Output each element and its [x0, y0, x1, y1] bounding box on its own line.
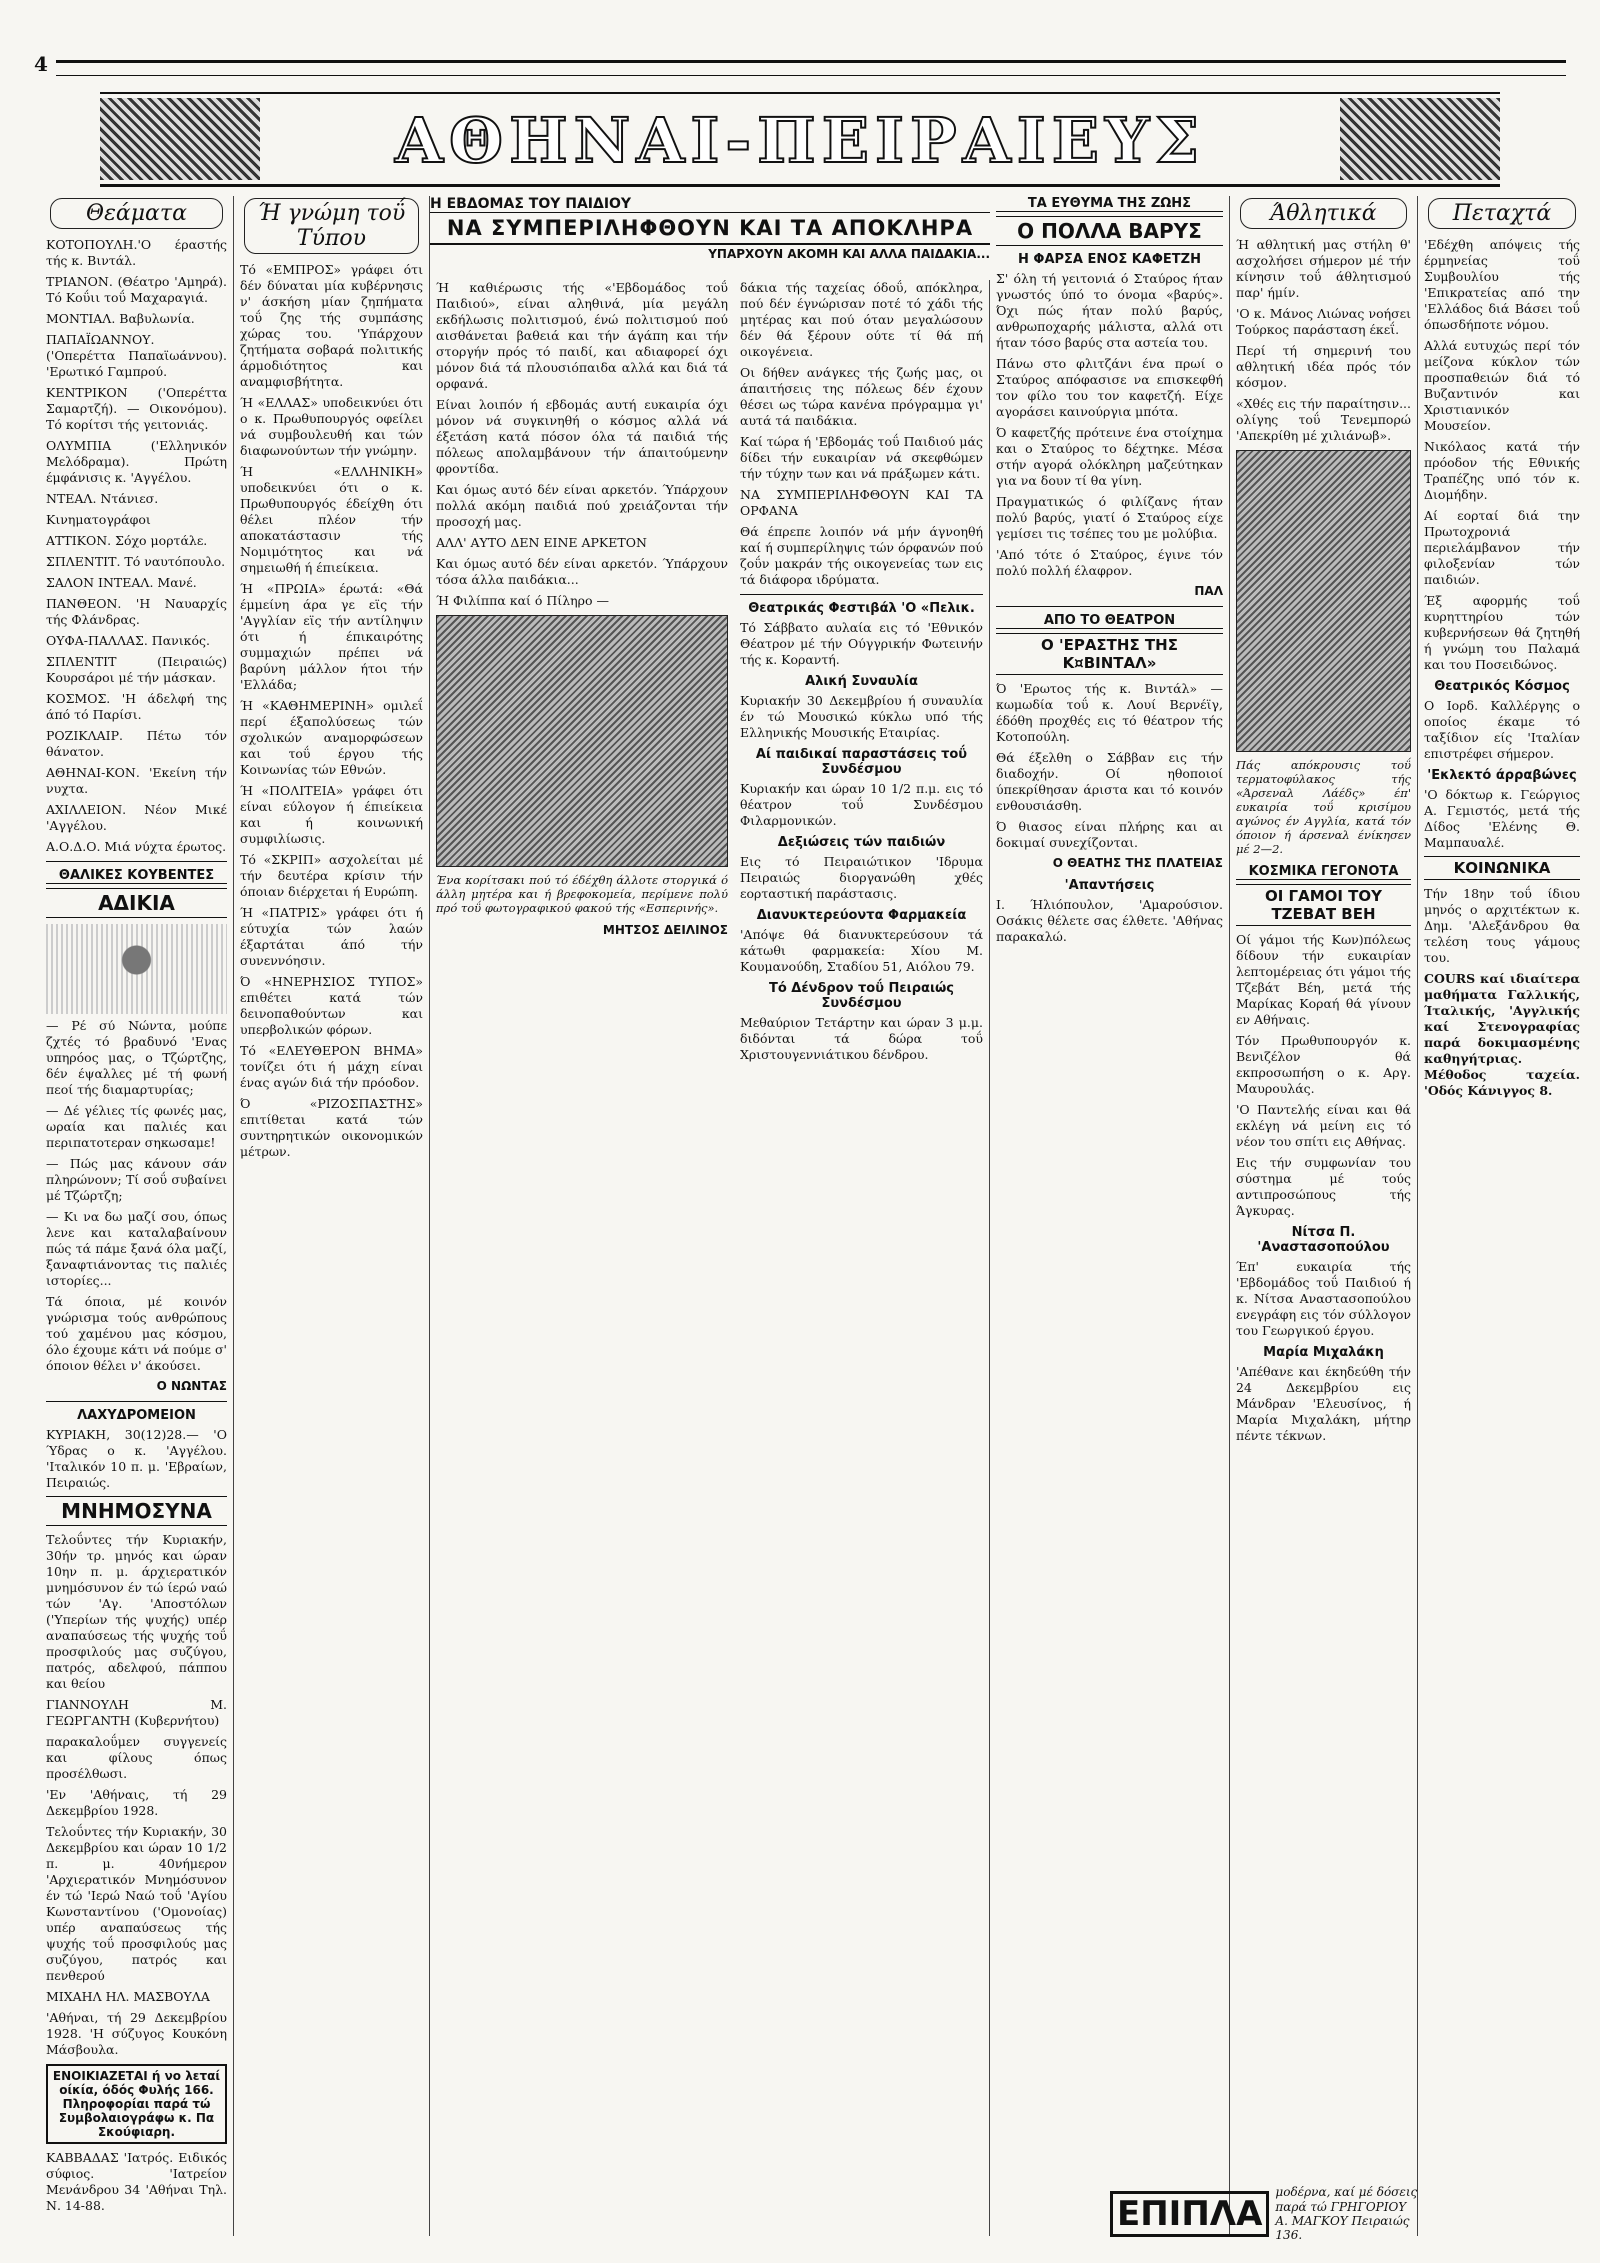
paragraph: δάκια τής ταχείας όδοΰ, απόκληρα, πού δέν έγνώρισαν ποτέ τό χάδι τής μητέρας και πού όταν μεγαλώσουν δέν θά ξέρουν ούτε τί θά πή οικογένεια. [740, 280, 983, 359]
news-brief-text: Κυριακήν 30 Δεκεμβρίου ή συναυλία έν τώ Μουσικώ κύκλω υπό τής Ελληνικής Μουσικής Εταιρίας. [740, 693, 983, 740]
news-brief-text: Τό Σάββατο αυλαία εις τό 'Εθνικόν Θέατρον μέ τήν Ούγγρικήν Φωτεινήν τής κ. Κοραντή. [740, 620, 983, 667]
paragraph: «Χθές εις τήν παραίτησιν... ολίγης τοΰ Τενεμπορώ 'Απεκρίθη μέ χιλιάνωβ». [1236, 396, 1411, 443]
paragraph: Ή «ΠΡΩΙΑ» έρωτά: «Θά έμμείνη άρα γε εϊς τήν 'Αγγλίαν εϊς τήν αντίληψιν ότι ή έπικαιρότης συμμαχιών πρέπει νά βαρύνη μάλλον ήτοι τήν 'Ελλάδα; [240, 581, 423, 692]
column-life [990, 196, 1230, 2236]
rubric-sports: Άθλητικά [1240, 198, 1407, 229]
rubric-short-notes: Πεταχτά [1428, 198, 1576, 229]
paragraph: ΓΙΑΝΝΟΥΛΗ Μ. ΓΕΩΡΓΑΝΤΗ (Κυβερνήτου) [46, 1697, 227, 1728]
furniture-ad [1110, 2185, 1418, 2243]
rubric-theamata: Θεάματα [50, 198, 223, 229]
listing-item: ΠΑΠΑΪΩΑΝΝΟΥ. ('Οπερέττα Παπαϊωάννου). 'Ερωτικό Γαμπρού. [46, 332, 227, 379]
paragraph: Είναι λοιπόν ή εβδομάς αυτή ευκαιρία όχι μόνον νά συγκινηθή ο κόσμος αλλά νά έξετάση κατά πόσον όλα τά παιδιά τής πόλεως απολαμβάνουν τήν άπαιτούμενην φροντίδα. [436, 397, 728, 476]
paragraph: Τά όποια, μέ κοινόν γνώρισμα τούς ανθρώπους τού χαμένου μας κόσμου, όλο έχουμε κάτι νά πούμε σ' όποιον θέλει ν' άκούσει. [46, 1294, 227, 1373]
cartoon-illustration [46, 924, 227, 1014]
main-kicker: Η ΕΒΔΟΜΑΣ ΤΟΥ ΠΑΙΔΙΟΥ [430, 196, 990, 213]
section-headline: ΑΔΙΚΙΑ [46, 888, 227, 918]
main-photo-caption: Ένα κορίτσακι πού τό έδέχθη άλλοτε στοργικά ό άλλη μητέρα και ή βρεφοκομεία, περίμενε πολύ πρό τοΰ φωτογραφικού φακού τής «Εσπερινής». [436, 873, 728, 915]
listing-item: ΚΕΝΤΡΙΚΟΝ ('Οπερέττα Σαμαρτζή). — Οικονόμου). Τό κορίτσι τής γειτονιάς. [46, 385, 227, 432]
paragraph: Και όμως αυτό δέν είναι αρκετόν. Ύπάρχουν τόσα άλλα παιδάκια... [436, 556, 728, 587]
news-brief-head: Δεξιώσεις τών παιδιών [777, 835, 946, 850]
paragraph: Νικόλαος κατά τήν πρόοδον τής Εθνικής Τραπέζης υπό τόν κ. Διομήδην. [1424, 439, 1580, 502]
listing-item: ΚΟΣΜΟΣ. 'Η άδελφή της άπό τό Παρίσι. [46, 691, 227, 722]
paragraph: Ό 'Ερωτος τής κ. Βιντάλ» — κωμωδία τοΰ κ. Λουί Βερνέϊγ, έδόθη προχθές εις τό θέατρον τής Κοτοπούλη. [996, 681, 1223, 744]
listing-item: ΠΑΝΘΕΟΝ. 'Η Ναυαρχίς τής Φλάνδρας. [46, 596, 227, 627]
news-brief-head: Διανυκτερεύοντα Φαρμακεία [756, 908, 967, 923]
news-brief-head: Αλική Συναυλία [805, 674, 918, 689]
paragraph: Τόν Πρωθυπουργόν κ. Βενιζέλον θά εκπροσωπήση ο κ. Αργ. Μαυρουλάς. [1236, 1033, 1411, 1096]
paragraph: Ή «ΚΑΘΗΜΕΡΙΝΗ» ομιλεΐ περί έξαπολύσεως τών σχολικών αναμορφώσεων και τοΰ έργου τής Κοινωνίας τών Εθνών. [240, 698, 423, 777]
paragraph: 'Εν 'Αθήναις, τή 29 Δεκεμβρίου 1928. [46, 1787, 227, 1818]
theatre-world-head: Θεατρικός Κόσμος [1434, 679, 1570, 694]
main-story-side [740, 280, 983, 588]
sports-body [1236, 306, 1411, 444]
life-signature: ΠΑΛ [1194, 584, 1223, 598]
courses-ad: COURS καί ιδιαίτερα μαθήματα Γαλλικής, Ίταλικής, 'Αγγλικής καί Στενογραφίας παρά δοκιμασμένης καθηγήτριας. Μέθοδος ταχεία. 'Οδός Κάνιγγος 8. [1424, 971, 1580, 1098]
notice2-head: Μαρία Μιχαλάκη [1263, 1345, 1384, 1360]
paragraph: Θά έξελθη ο Σάββαν εις τήν διαδοχήν. Οί ηθοποιοί ύπεκρίθησαν άριστα και τό κοινόν ενθουσιάσθη. [996, 750, 1223, 813]
main-headline: ΝΑ ΣΥΜΠΕΡΙΛΗΦΘΟΥΝ ΚΑΙ ΤΑ ΑΠΟΚΛΗΡΑ [430, 213, 990, 245]
theatre-kicker: ΑΠΟ ΤΟ ΘΕΑΤΡΟΝ [996, 613, 1223, 629]
paragraph: Οί γάμοι τής Κων)πόλεως δίδουν τήν ευκαιρίαν λεπτομέρειας ότι γάμοι τής Τζεβάτ Βέη, μετά τής Μαρίκας Κοραή θά γίνουν εν Αθήναις. [1236, 932, 1411, 1027]
signature: Ο ΝΩΝΤΑΣ [156, 1379, 227, 1393]
sports-photo-caption: Πάς απόκρουσις τοΰ τερματοφύλακος τής «Άρσεναλ Λάέδς» έπ' ευκαιρία τοΰ κρισίμου αγώνος έν Αγγλία, κατά τόν όποιον ή άρσεναλ ένίκησεν μέ 2—2. [1236, 758, 1411, 856]
paragraph: Περί τή σημερινή του αθλητική ιδέα πρός τόν κόσμον. [1236, 343, 1411, 390]
paragraph: Ή «ΕΛΛΗΝΙΚΗ» υποδεικνύει ότι ο κ. Πρωθυπουργός έδείχθη ότι θέλει πλέον τήν αποκατάστασιν τής Νομιμότητος και νά σημειωθή ή έπιείκεια. [240, 464, 423, 575]
paragraph: Τό «ΕΜΠΡΟΣ» γράφει ότι δέν δύναται μία κυβέρνησις ν' άσκήση μίαν ζηπήματα τοΰ ζης τής συμπάσης χώρας του. 'Υπάρχουν ζητήματα σοβαρά πολιτικής άρμοδιότητος και αναμφισβήτητα. [240, 262, 423, 389]
replies-head: 'Απαντήσεις [1064, 878, 1155, 893]
news-brief-text: 'Απόψε θά διανυκτερεύσουν τά κάτωθι φαρμακεία: Χίου Μ. Κουμανούδη, Σταδίου 51, Αιόλου 79. [740, 927, 983, 974]
paragraph: Ή καθιέρωσις τής «'Εβδομάδος τοΰ Παιδιού», είναι αληθινά, μία μεγάλη εκδήλωσις πολιτισμού, ένώ πολιτισμού πού αισθάνεται βαθειά και τήν άγάπη και τήν στοργήν πρός τό παιδί, και αδιαφορεί όχι μόνον διά τά πλουσιόπαιδα αλλά και διά τά ορφανά. [436, 280, 728, 391]
main-subhead: ΥΠΑΡΧΟΥΝ ΑΚΟΜΗ ΚΑΙ ΑΛΛΑ ΠΑΙΔΑΚΙΑ... [708, 247, 990, 261]
listing-item: ΚΟΤΟΠΟΥΛΗ.'Ο έραστής τής κ. Βιντάλ. [46, 237, 227, 268]
paragraph: Σ' όλη τή γειτονιά ό Σταύρος ήταν γνωστός ύπό το όνομα «βαρύς». Όχι πώς ήταν πολύ βαρύς, ανθρωποχαρής μάλιστα, αλλά οτι ήταν τόσο βαρύς στα αστεία του. [996, 271, 1223, 350]
news-brief-text: Εις τό Πειραιώτικον 'Ιδρυμα Πειραιώς διοργανώθη χθές εορταστική παράστασις. [740, 854, 983, 901]
listing-item: Α.Ο.Δ.Ο. Μιά νύχτα έρωτος. [46, 839, 227, 854]
paragraph: 'Εδέχθη απόψεις τής έρμηνείας τοΰ Συμβουλίου τής 'Επικρατείας από την 'Ελλάδος διά Βάσει τοΰ όπωσδήποτε νόμου. [1424, 237, 1580, 332]
paragraph: Ό καφετζής πρότεινε ένα στοίχημα και ο Σταύρος το δέχτηκε. Μέσα στήν αγορά ολόκληρη μαζεύτηκαν για να δουν τί θα γίνη. [996, 425, 1223, 488]
divider [46, 861, 227, 862]
life-body [996, 271, 1223, 579]
column-main-story [430, 280, 734, 2236]
listing-item: ΑΤΤΙΚΟΝ. Σόχο μορτάλε. [46, 533, 208, 548]
paragraph: Έξ αφορμής τοΰ κυρηττηρίου τών κυβερνήσεων θά ζητηθή ή γνώμη του Παλαμά και του Ποσειδώνος. [1424, 593, 1580, 672]
top-rule [56, 60, 1566, 76]
paragraph: 'Ο Παντελής είναι και θά εκλέγη νά μείνη εις τό νέον του σπίτι εις Αθήνας. [1236, 1102, 1411, 1149]
mnemosyna-head: ΜΝΗΜΟΣΥΝΑ [46, 1496, 227, 1526]
paragraph: — Δέ γέλιες τίς φωνές μας, ωραία και παλιές και περιπατοτεραν σηκωσαμε! [46, 1103, 227, 1150]
paragraph: Ό «ΗΝΕΡΗΣΙΟΣ ΤΥΠΟΣ» επιθέτει κατά τών δεινοπαθούντων και υπερβολικών φόρων. [240, 974, 423, 1037]
replies-text: Ι. Ήλιόπουλον, 'Αμαρούσιον. Οσάκις θέλετε σας έλθετε. 'Αθήνας παρακαλώ. [996, 897, 1223, 944]
furniture-ad-word: ΕΠΙΠΛΑ [1110, 2191, 1269, 2237]
paragraph: 'Ο κ. Μάνος Λιώνας νοήσει Τούρκος παράσταση έκεΐ. [1236, 306, 1411, 337]
masthead-title: ΑΘΗΝΑΙ-ΠΕΙΡΑΙΕΥΣ [394, 104, 1206, 177]
paragraph: Τελοΰντες τήν Κυριακήν, 30 Δεκεμβρίου και ώραν 10 1/2 π. μ. 40νήμερον 'Αρχιερατικόν Μνημόσυνον έν τώ 'Ιερώ Ναώ τοΰ 'Αγίου Κωνσταντίνου ('Ομονοίας) υπέρ αναπαύσεως τής ψυχής τοΰ προσφιλούς μας συζύγου, πατρός και πενθερού [46, 1824, 227, 1983]
listing-item: ΣΠΛΕΝΤΙΤ (Πειραιώς) Κουρσάροι μέ τήν μάσκαν. [46, 654, 227, 685]
column-sports [1230, 196, 1418, 2236]
listing-item: ΣΑΛΟΝ ΙΝΤΕΑΛ. Μανέ. [46, 575, 197, 590]
divider [740, 594, 983, 595]
paragraph: Πραγματικώς ό φιλίζανς ήταν πολύ βαρύς, γιατί ό Σταύρος είχε γεμίσει τις τσέπες του με μολύβια. [996, 494, 1223, 541]
paragraph: Τό «ΕΛΕΥΘΕΡΟΝ ΒΗΜΑ» τονίζει ότι ή μάχη είναι ένας αγών διά τήν πρόοδον. [240, 1043, 423, 1090]
mnemosyna-body [46, 1532, 227, 2058]
column-short-notes [1418, 196, 1586, 2236]
listing-item: ΡΟΖΙΚΛΑΙΡ. Πέτω τόν θάνατον. [46, 728, 227, 759]
news-brief-text: Κυριακήν και ώραν 10 1/2 π.μ. εις τό θέατρον τοΰ Συνδέσμου Φιλαρμονικών. [740, 781, 983, 828]
life-headline: Ο ΠΟΛΛΑ ΒΑΡΥΣ [996, 216, 1223, 246]
sports-intro: Ή αθλητική μας στήλη θ' ασχολήσει σήμερον μέ τήν κίνησιν τοΰ άθλητισμού παρ' ήμίν. [1236, 237, 1411, 300]
theatre-body [996, 681, 1223, 851]
listing-item: ΑΘΗΝΑΙ-ΚΟΝ. 'Εκείνη τήν νυχτα. [46, 765, 227, 796]
paragraph: — Κι να δω μαζί σου, όπως λενε και καταλαβαίνουν πώς τά πάμε ξανά όλα μαζί, ξαναφτιάνοντας τις παλιές ιστορίες... [46, 1209, 227, 1288]
paragraph: Θά έπρεπε λοιπόν νά μήν άγνοηθή καί ή συμπερίληψις τών όρφανών πού ζοΰν μακράν τής οικογενείας των εις τά διάφορα ιδρύματα. [740, 524, 983, 587]
main-story-photo [436, 615, 728, 867]
paragraph: Εις τήν συμφωνίαν του σύστημα μέ τούς αντιπροσώπους τής Άγκυρας. [1236, 1155, 1411, 1218]
paragraph: Ή «ΕΛΛΑΣ» υποδεικνύει ότι ο κ. Πρωθυπουργός οφείλει νά συμβουλευθή και τών διαφωνούντων τήν γνώμην. [240, 395, 423, 458]
paragraph: Τελοΰντες τήν Κυριακήν, 30ήν τρ. μηνός και ώραν 10ην π. μ. άρχιερατικόν μνημόσυνον έν τώ ίερώ ναώ τών 'Αγ. 'Αποστόλων ('Υπερίων τής ψυχής) υπέρ αναπαύσεως τής ψυχής τοΰ προσφιλούς μας συζύγου, πατρός, αδελφού, πάππου και θείου [46, 1532, 227, 1691]
rental-ad: ΕΝΟΙΚΙΑΖΕΤΑΙ ή νο λεταί οίκία, όδός Φυλής 166. Πληροφορίαι παρά τώ Συμβολαιογράφω κ. Πα Σκούφιαρη. [46, 2064, 227, 2144]
notice-head: Νίτσα Π. 'Αναστασοπούλου [1257, 1225, 1390, 1255]
social-text: Τήν 18ην τοΰ ίδιου μηνός ο αρχιτέκτων κ. Δημ. 'Αλεξάνδρου θα τελέση τους γάμους του. [1424, 886, 1580, 965]
sports-photo [1236, 450, 1411, 752]
engagement-text: 'Ο δόκτωρ κ. Γεώργιος Α. Γεμιστός, μετά τής Δίδος 'Ελένης Θ. Μαμπαυαλέ. [1424, 787, 1580, 850]
notice-text: Έπ' ευκαιρία τής 'Εβδομάδος τοΰ Παιδιού ή κ. Νίτσα Αναστασοπούλου ενεγράφη εις τόν σύλλογον του Γεωργικού έργου. [1236, 1259, 1411, 1338]
paragraph: Πάνω στο φλιτζάνι ένα πρωί ο Σταύρος απόφασισε να επισκεφθή τον φίλο του τον καφετζή. Είχε αγοράσει καινούργια μπότα. [996, 356, 1223, 419]
society-body [1236, 932, 1411, 1219]
news-brief-head: Θεατρικάς Φεστιβάλ 'Ο «Πελικ. [748, 601, 975, 616]
paragraph: ΑΛΛ' ΑΥΤΟ ΔΕΝ ΕΙΝΕ ΑΡΚΕΤΟΝ [436, 535, 647, 550]
notice2-text: 'Απέθανε και έκηδεύθη τήν 24 Δεκεμβρίου εις Μάνδραν 'Ελευσίνος, ή Μαρία Μιχαλάκη, μήτηρ πέντε τέκνων. [1236, 1364, 1411, 1443]
city-news [740, 601, 983, 1063]
news-brief-head: Αί παιδικαί παραστάσεις τοΰ Συνδέσμου [755, 747, 968, 777]
paragraph: Ό θιασος είναι πλήρης και αι δοκιμαί συνεχίζονται. [996, 819, 1223, 850]
paragraph: Ή «ΠΟΛΙΤΕΙΑ» γράφει ότι είναι εύλογον ή έπιείκεια και ή κοινωνική συμφιλίωσις. [240, 783, 423, 846]
masthead-left-illustration [100, 98, 260, 180]
listing-item: ΝΤΕΑΛ. Ντάνιεσ. [46, 491, 159, 506]
engagement-head: 'Εκλεκτό άρραβώνες [1427, 768, 1577, 783]
paragraph: Οι δήθεν ανάγκες τής ζωής μας, οι άπαιτήσεις της πόλεως δέν έχουν θέσει ως τώρα κανένα πρόγραμμα γι' αυτά τά παιδάκια. [740, 365, 983, 428]
main-story-header [430, 196, 990, 263]
page-number: 4 [34, 52, 48, 76]
life-subhead: Η ΦΑΡΣΑ ΕΝΟΣ ΚΑΦΕΤΖΗ [1018, 252, 1201, 267]
paragraph: — Πώς μας κάνουν σάν πληρώνονν; Τί σοΰ συβαίνει μέ Τζώρτζη; [46, 1156, 227, 1203]
paragraph: 'Αθήναι, τή 29 Δεκεμβρίου 1928. 'Η σύζυγος Κουκόνη Μάσβουλα. [46, 2010, 227, 2057]
masthead-right-illustration [1340, 98, 1500, 180]
section-kicker: ΘΑΛΙΚΕΣ ΚΟΥΒΕΝΤΕΣ [46, 868, 227, 884]
section-body [46, 1018, 227, 1374]
column-press-opinion [234, 196, 430, 2236]
listing-item: ΟΥΦΑ-ΠΑΛΛΑΣ. Πανικός. [46, 633, 210, 648]
listing-item: Κινηματογράφοι [46, 512, 151, 527]
main-signature: ΜΗΤΣΟΣ ΔΕΙΛΙΝΟΣ [602, 923, 728, 937]
listing-item: ΜΟΝΤΙΑΛ. Βαβυλωνία. [46, 311, 195, 326]
listing-item: ΑΧΙΛΛΕΙΟΝ. Νέον Μικέ 'Αγγέλου. [46, 802, 227, 833]
paragraph: παρακαλοΰμεν συγγενείς και φίλους όπως προσέλθωσι. [46, 1734, 227, 1781]
press-opinion-body [240, 262, 423, 1160]
post-text: ΚΥΡΙΑΚΗ, 30(12)28.— 'Ο Ύδρας ο κ. 'Αγγέλου. 'Ιταλικόν 10 π. μ. 'Εβραίων, Πειραιώς. [46, 1427, 227, 1490]
column-main-story-right [734, 280, 990, 2236]
news-brief-head: Τό Δένδρον τοΰ Πειραιώς Συνδέσμου [768, 981, 955, 1011]
paragraph: — Ρέ σύ Νώντα, μούπε ζχτές τό βραδυνό 'Ενας υπηρόος μας, ο Τζώρτζης, δέν έψαλλες μέ τή φωνή πεοί τής διαμαρτυρίας; [46, 1018, 227, 1097]
furniture-ad-text: μοδέρνα, καί μέ δόσεις παρά τώ ΓΡΗΓΟΡΙΟΥ Α. ΜΑΓΚΟΥ Πειραιώς 136. [1275, 2185, 1418, 2243]
news-brief-text: Μεθαύριον Τετάρτην και ώραν 3 μ.μ. διδόνται τά δώρα τοΰ Χριστουγεννιάτικου δένδρου. [740, 1015, 983, 1062]
paragraph: Αί εορταί διά την Πρωτοχρονιά περιελάμβανον τήν φιλοξενίαν τών παιδιών. [1424, 508, 1580, 587]
paragraph: 'Από τότε ό Σταύρος, έγινε τόν πολύ πολλή έλαφρον. [996, 547, 1223, 578]
paragraph: ΜΙΧΑΗΛ ΗΛ. ΜΑΣΒΟΥΛΑ [46, 1989, 210, 2004]
doctor-ad: ΚΑΒΒΑΔΑΣ 'Ιατρός. Ειδικός σύφιος. 'Ιατρείον Μενάνδρου 34 'Αθήναι Τηλ. Ν. 14-88. [46, 2150, 227, 2213]
divider [46, 1401, 227, 1402]
paragraph: Ή «ΠΑΤΡΙΣ» γράφει ότι ή εύτυχία τών λαών έξαρτάται άπό τήν συνεννόησιν. [240, 905, 423, 968]
social-head: ΚΟΙΝΩΝΙΚΑ [1424, 856, 1580, 880]
theatre-world-text: Ο Ιορδ. Καλλέργης ο οποίος έκαμε τό ταξίδιον είς 'Ιταλίαν επιστρέφει σήμερον. [1424, 698, 1580, 761]
theatre-headline: Ο 'ΕΡΑΣΤΗΣ ΤΗΣ Κ¤ΒΙΝΤΑΛ» [996, 633, 1223, 675]
main-story-body [436, 280, 728, 609]
society-kicker: ΚΟΣΜΙΚΑ ΓΕΓΟΝΟΤΑ [1236, 864, 1411, 880]
theatre-signature: Ο ΘΕΑΤΗΣ ΤΗΣ ΠΛΑΤΕΙΑΣ [1052, 856, 1223, 870]
life-kicker: ΤΑ ΕΥΘΥΜΑ ΤΗΣ ΖΩΗΣ [996, 196, 1223, 212]
masthead [100, 92, 1500, 187]
short-notes-body [1424, 237, 1580, 673]
paragraph: Αλλά ευτυχώς περί τόν μείζονα κύκλον τών προσπαθειών διά τό Βυζαντινόν και Χριστιανικόν Μουσείον. [1424, 338, 1580, 433]
paragraph: Και όμως αυτό δέν είναι αρκετόν. Ύπάρχουν πολλά ακόμη παιδιά πού χρειάζονται τήν προσοχή μας. [436, 482, 728, 529]
listings [46, 237, 227, 855]
rubric-press-opinion: Ή γνώμη τοΰ Τύπου [244, 198, 419, 254]
post-head: ΛΑΧΥΔΡΟΜΕΙΟΝ [77, 1408, 196, 1423]
paragraph: Ό «ΡΙΖΟΣΠΑΣΤΗΣ» επιτίθεται κατά τών συντηρητικών οικονομικών μέτρων. [240, 1096, 423, 1159]
paragraph: ΝΑ ΣΥΜΠΕΡΙΛΗΦΘΟΥΝ ΚΑΙ ΤΑ ΟΡΦΑΝΑ [740, 487, 983, 518]
paragraph: Τό «ΣΚΡΙΠ» ασχολείται μέ τήν δευτέρα κρίσιν τήν όποιαν διέρχεται ή Ευρώπη. [240, 852, 423, 899]
listing-item: ΤΡΙΑΝΟΝ. (Θέατρο 'Αμηρά). Τό Κοΰιι τοΰ Μαχαραγιά. [46, 274, 227, 305]
paragraph: Καί τώρα ή 'Εβδομάς τοΰ Παιδιού μάς δίδει τήν ευκαιρίαν νά σκεφθώμεν τήν τύχην των και νά πράξωμεν κάτι. [740, 434, 983, 481]
column-theatres [40, 196, 234, 2236]
listing-item: ΟΛΥΜΠΙΑ ('Ελληνικόν Μελόδραμα). Πρώτη έμφάνισις κ. 'Αγγέλου. [46, 438, 227, 485]
divider [996, 606, 1223, 607]
society-headline: ΟΙ ΓΑΜΟΙ ΤΟΥ ΤΖΕΒΑΤ ΒΕΗ [1236, 884, 1411, 926]
listing-item: ΣΠΛΕΝΤΙΤ. Τό ναυτόπουλο. [46, 554, 226, 569]
paragraph: Ή Φιλίππα καί ό Πίληρο — [436, 593, 609, 608]
